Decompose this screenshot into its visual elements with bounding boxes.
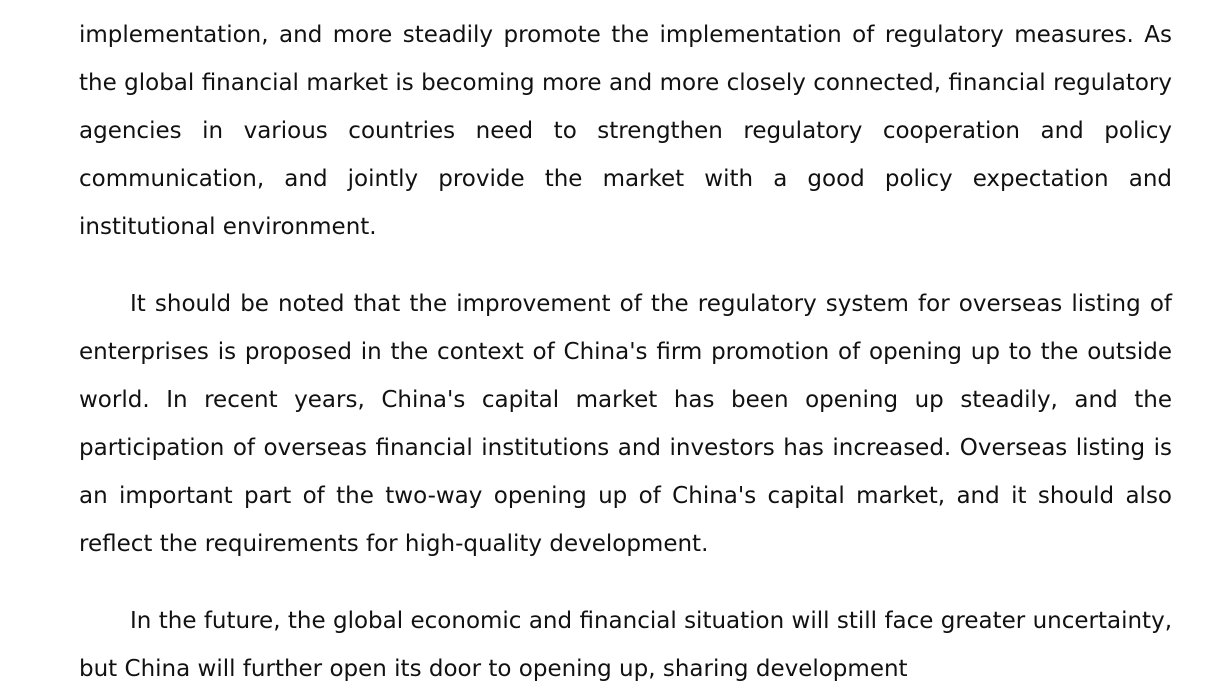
paragraph-1: implementation, and more steadily promote the implementation of regulatory measures. As the global financial market is becoming more and more closely connected, financial regulatory agencies in various countries need to strengthen regulatory cooperation and policy communication, and jointly provide the market with a good policy expectation and institutional environment. bbox=[79, 22, 1172, 240]
paragraph-2: It should be noted that the improvement of the regulatory system for overseas listing of enterprises is proposed in the context of China's firm promotion of opening up to the outside world. In recent years, China's capital market has been opening up steadily, and the participation of overseas financial institutions and investors has increased. Overseas listing is an important part of the two-way opening up of China's capital market, and it should also reflect the requirements for high-quality development. bbox=[79, 291, 1172, 557]
paragraph-3: In the future, the global economic and financial situation will still face greater uncertainty, but China will further open its door to opening up, sharing development bbox=[79, 608, 1172, 682]
article-body bbox=[79, 11, 1172, 690]
